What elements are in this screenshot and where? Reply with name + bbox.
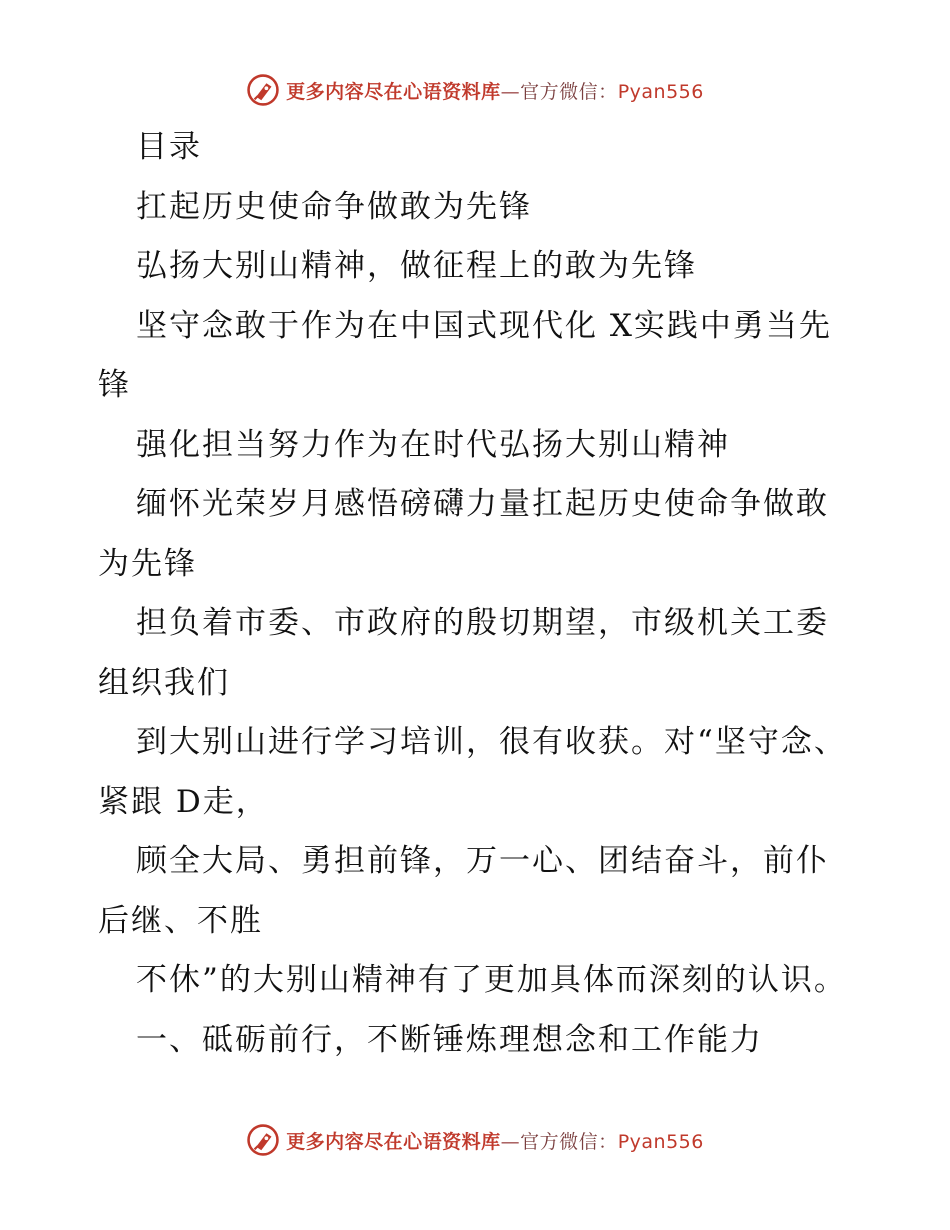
toc-item: 扛起历史使命争做敢为先锋	[136, 188, 532, 225]
toc-item: 弘扬大别山精神，做征程上的敢为先锋	[136, 248, 697, 284]
toc-item: 强化担当努力作为在时代弘扬大别山精神	[136, 426, 730, 463]
banner-text	[286, 77, 704, 104]
banner-wechat-id: Pyan556	[617, 80, 704, 103]
body-paragraph: 担负着市委、市政府的殷切期望，市级机关工委组织我们	[98, 605, 829, 701]
banner-main-text: 更多内容尽在心语资料库	[286, 80, 501, 103]
document-body	[98, 118, 858, 1070]
footer-banner	[0, 1120, 950, 1160]
pen-nib-logo-icon	[246, 73, 280, 107]
banner-separator: —	[500, 80, 521, 103]
banner-wechat-id: Pyan556	[617, 1130, 704, 1153]
banner-label: 官方微信：	[520, 1130, 618, 1153]
toc-item: 坚守念敢于作为在中国式现代化 X实践中勇当先锋	[98, 307, 832, 403]
section-heading: 一、砥砺前行，不断锤炼理想念和工作能力	[136, 1021, 763, 1058]
toc-heading: 目录	[136, 129, 202, 165]
body-paragraph: 顾全大局、勇担前锋，万一心、团结奋斗，前仆后继、不胜	[98, 843, 829, 939]
body-paragraph: 到大别山进行学习培训，很有收获。对“坚守念、紧跟 D走，	[98, 724, 847, 820]
banner-separator: —	[500, 1130, 521, 1153]
banner-main-text: 更多内容尽在心语资料库	[286, 1130, 501, 1153]
pen-nib-logo-icon	[246, 1123, 280, 1157]
article-title: 缅怀光荣岁月感悟磅礴力量扛起历史使命争做敢为先锋	[98, 486, 829, 582]
header-banner	[0, 70, 950, 110]
banner-text	[286, 1127, 704, 1154]
banner-label: 官方微信：	[520, 80, 618, 103]
body-paragraph: 不休”的大别山精神有了更加具体而深刻的认识。	[136, 962, 847, 998]
